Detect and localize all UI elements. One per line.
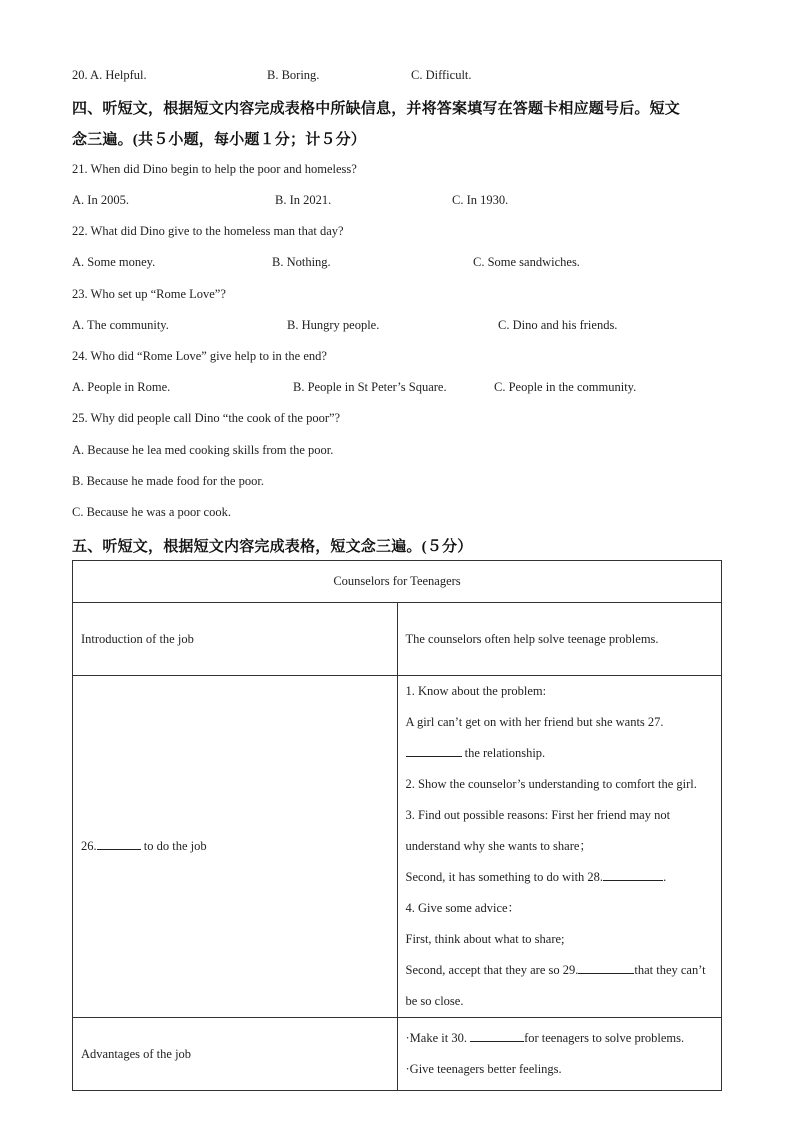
row-label-introduction: Introduction of the job [73,603,398,676]
blank-26-number: 26. [81,839,97,853]
step-4-second-end: that they can’t be so close. [405,963,706,1008]
blank-27[interactable] [406,756,462,757]
section4-heading-line2: 念三遍。(共５小题，每小题１分；计５分） [72,132,366,148]
step-3-detail-text: Second, it has something to do with 28. [405,870,604,884]
question-22: 22. What did Dino give to the homeless man that day? [72,224,344,238]
q24-option-c: C. People in the community. [494,380,637,394]
advantage-1-end: for teenagers to solve problems. [524,1031,685,1045]
blank-30[interactable] [470,1041,524,1042]
advantage-1 [406,1023,714,1054]
q21-option-c: C. In 1930. [452,193,509,207]
step-1: 1. Know about the problem: [405,684,547,698]
step-1-detail-text: A girl can’t get on with her friend but she wants 27. [405,715,664,729]
q20-option-c: C. Difficult. [411,68,472,82]
q22-option-c: C. Some sandwiches. [473,255,580,269]
row-content-how [397,676,722,1018]
q25-option-a: A. Because he lea med cooking skills from the poor. [72,443,334,457]
blank-26[interactable] [97,849,141,850]
blank-28[interactable] [603,880,663,881]
step-3-detail [406,862,714,893]
question-21: 21. When did Dino begin to help the poor and homeless? [72,162,357,176]
row-content-introduction: The counselors often help solve teenage problems. [397,603,722,676]
q23-option-c: C. Dino and his friends. [498,318,618,332]
step-4-first: First, think about what to share; [405,932,565,946]
q25-option-b: B. Because he made food for the poor. [72,474,264,488]
q24-option-a: A. People in Rome. [72,380,171,394]
row-label-how-text: to do the job [143,839,207,853]
q23-option-a: A. The community. [72,318,169,332]
step-4-second-text: Second, accept that they are so 29. [405,963,579,977]
table-row [73,676,722,1018]
row-label-how [73,676,398,1018]
q22-option-b: B. Nothing. [272,255,331,269]
q20-option-a: 20. A. Helpful. [72,68,147,82]
section5-heading: 五、听短文，根据短文内容完成表格，短文念三遍。(５分） [72,539,473,555]
step-4-second [406,955,714,1017]
step-2: 2. Show the counselor’s understanding to comfort the girl. [405,777,697,791]
step-3: 3. Find out possible reasons: First her friend may not understand why she wants to share； [405,808,671,853]
q25-option-c: C. Because he was a poor cook. [72,505,231,519]
question-25: 25. Why did people call Dino “the cook of the poor”? [72,411,341,425]
row-label-advantages: Advantages of the job [73,1018,398,1091]
blank-29[interactable] [578,973,634,974]
q22-option-a: A. Some money. [72,255,156,269]
advantage-1-text: ·Make it 30. [405,1031,471,1045]
question-24: 24. Who did “Rome Love” give help to in the end? [72,349,327,363]
q21-option-a: A. In 2005. [72,193,129,207]
q24-option-b: B. People in St Peter’s Square. [293,380,447,394]
table-title: Counselors for Teenagers [73,561,722,603]
step-1-detail-end: the relationship. [461,746,546,760]
table-row [73,1018,722,1091]
q20-option-b: B. Boring. [267,68,320,82]
q21-option-b: B. In 2021. [275,193,332,207]
question-23: 23. Who set up “Rome Love”? [72,287,226,301]
step-3-detail-end: . [663,870,667,884]
counselor-table [72,560,722,1091]
table-row [73,603,722,676]
step-1-detail [406,707,714,769]
section4-heading-line1: 四、听短文，根据短文内容完成表格中所缺信息，并将答案填写在答题卡相应题号后。短文 [72,101,681,117]
q23-option-b: B. Hungry people. [287,318,380,332]
advantage-2: ·Give teenagers better feelings. [405,1062,562,1076]
row-content-advantages [397,1018,722,1091]
step-4: 4. Give some advice： [405,901,521,915]
